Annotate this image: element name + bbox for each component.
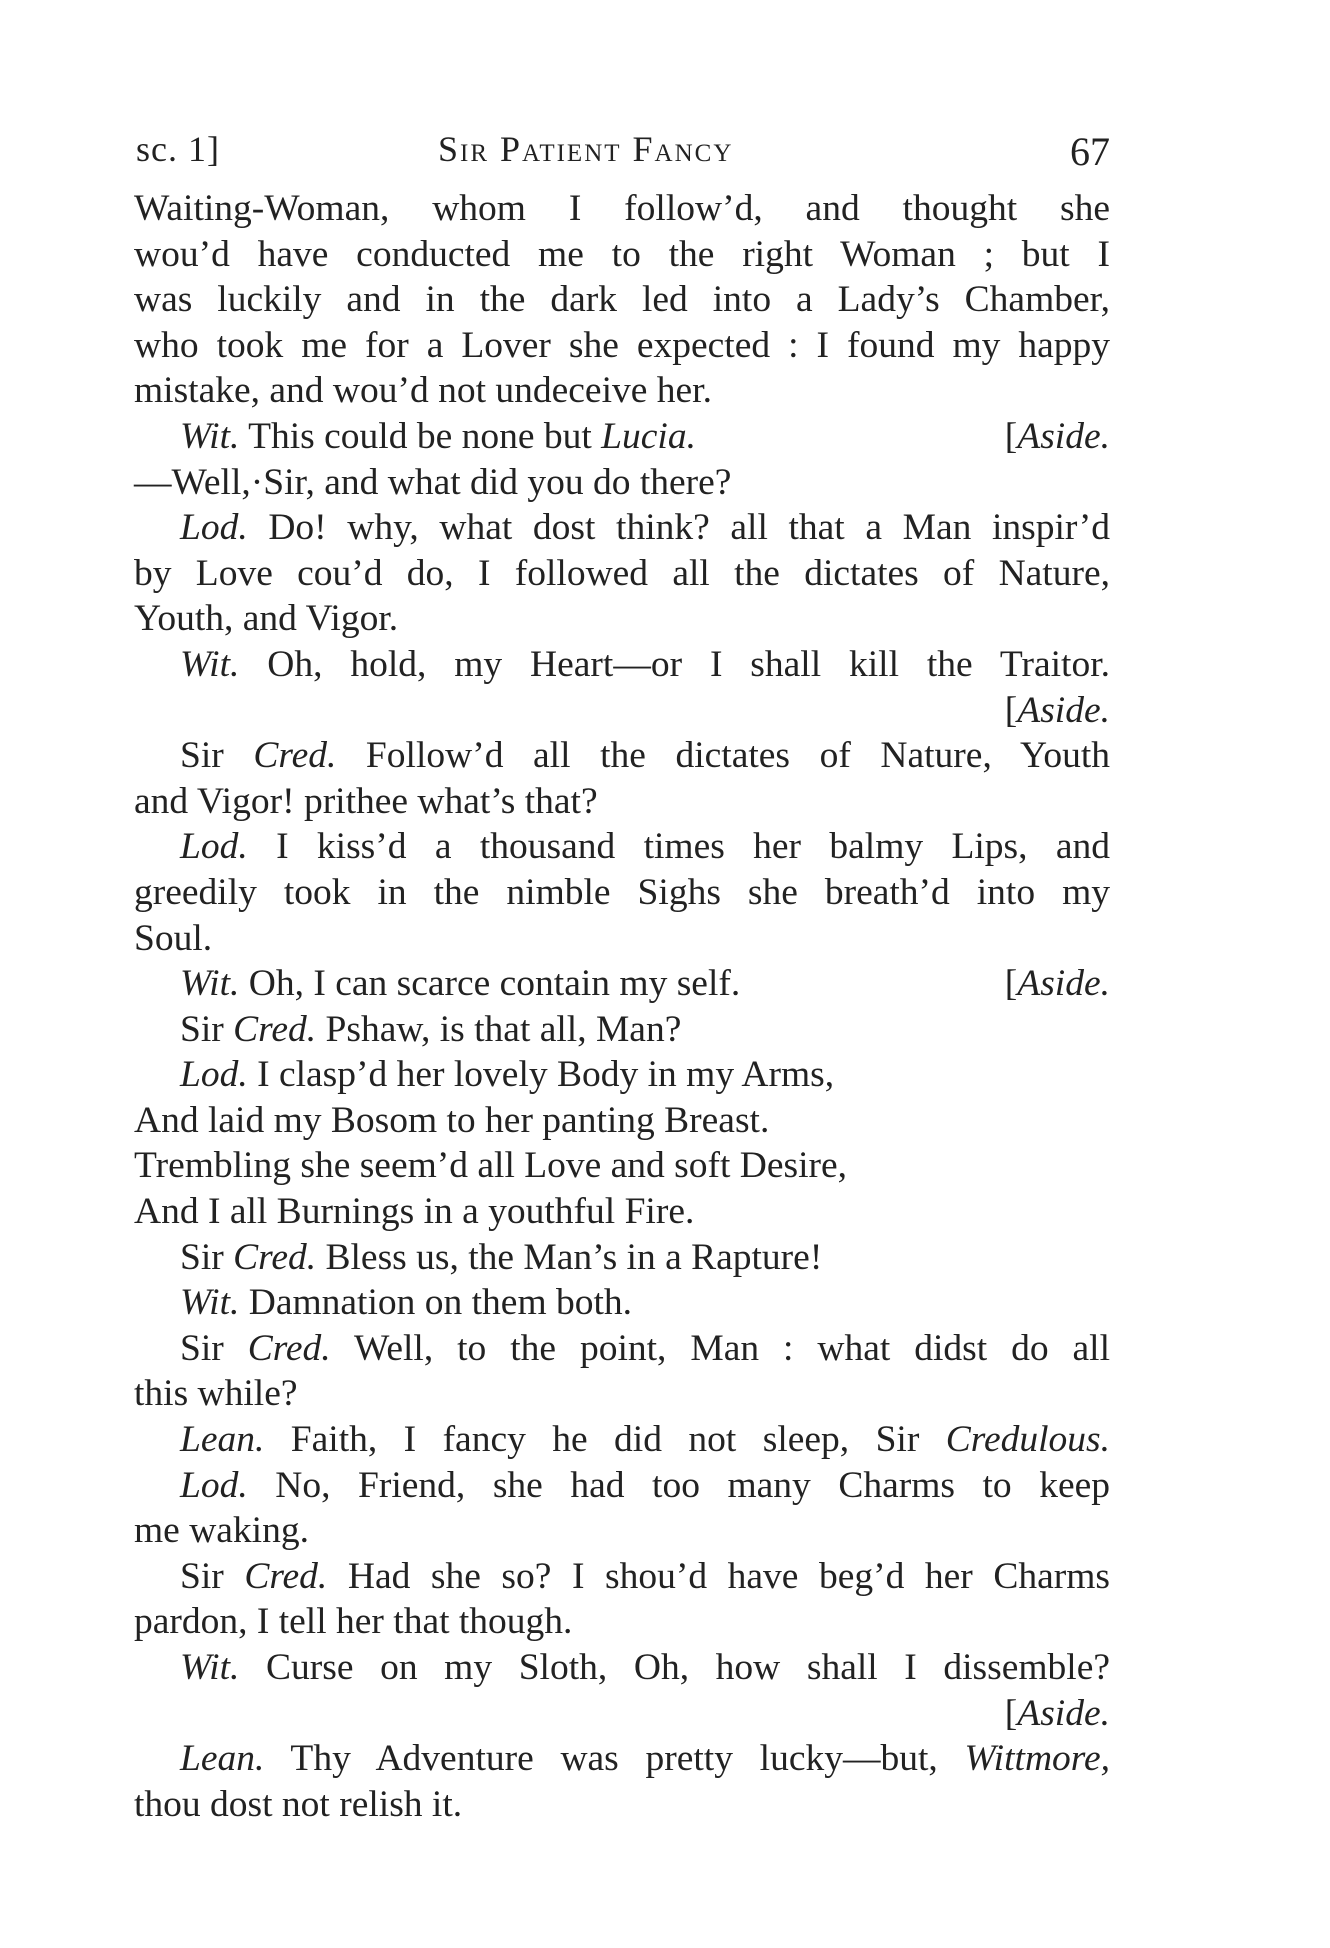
speech-line: Lean. Faith, I fancy he did not sleep, Sir Credulous. bbox=[180, 1419, 1110, 1461]
text-line: by Love cou’d do, I followed all the dictates of Nature, bbox=[134, 552, 1110, 594]
speaker-name: Wit. bbox=[180, 963, 240, 1005]
text-line: me waking. bbox=[134, 1510, 309, 1552]
speech-line: Sir Cred. Pshaw, is that all, Man? bbox=[180, 1008, 682, 1050]
running-title: Sir Patient Fancy bbox=[438, 129, 734, 169]
speaker-name: Cred. bbox=[253, 735, 337, 777]
text-line: was luckily and in the dark led into a Lady’s Chamber, bbox=[134, 279, 1110, 321]
verse-line: Trembling she seem’d all Love and soft Desire, bbox=[134, 1145, 848, 1187]
speech-line-with-aside: Wit. This could be none but Lucia. [Aside. bbox=[134, 414, 1110, 460]
stage-direction: [Aside. bbox=[1004, 689, 1110, 731]
text-line: mistake, and wou’d not undeceive her. bbox=[134, 370, 712, 412]
speech-line: Sir Cred. Had she so? I shou’d have beg’d her Charms bbox=[180, 1555, 1111, 1597]
speaker-name: Cred. bbox=[247, 1327, 331, 1369]
speech-line: Sir Cred. Follow’d all the dictates of Nature, Youth bbox=[180, 735, 1111, 777]
speech-line: Lod. Do! why, what dost think? all that a Man inspir’d bbox=[180, 507, 1110, 549]
text-line: Soul. bbox=[134, 917, 213, 959]
speech-line: Lean. Thy Adventure was pretty lucky—but, Wittmore, bbox=[180, 1738, 1110, 1780]
speech-line: Lod. No, Friend, she had too many Charms to keep bbox=[180, 1464, 1110, 1506]
text-line: who took me for a Lover she expected : I found my happy bbox=[134, 324, 1110, 366]
speaker-name: Wit. bbox=[180, 1282, 240, 1324]
page-number: 67 bbox=[1070, 129, 1110, 174]
text-line: Youth, and Vigor. bbox=[134, 598, 399, 640]
speaker-name: Wit. bbox=[180, 643, 240, 685]
text-line: and Vigor! prithee what’s that? bbox=[134, 780, 598, 822]
speaker-name: Wit. bbox=[180, 415, 240, 457]
text-line: thou dost not relish it. bbox=[134, 1783, 463, 1825]
character-name: Wittmore, bbox=[964, 1738, 1110, 1780]
verse-line: And I all Burnings in a youthful Fire. bbox=[134, 1191, 695, 1233]
speaker-name: Lean. bbox=[180, 1419, 265, 1461]
character-name: Credulous. bbox=[945, 1419, 1110, 1461]
text-line: wou’d have conducted me to the right Woman ; but I bbox=[134, 233, 1110, 275]
speech-line: Wit. Curse on my Sloth, Oh, how shall I dissemble? bbox=[180, 1647, 1110, 1688]
stage-direction: [Aside. bbox=[1004, 1692, 1110, 1734]
speaker-name: Lod. bbox=[180, 507, 248, 549]
speaker-name: Lod. bbox=[180, 826, 248, 868]
text-line: greedily took in the nimble Sighs she breath’d into my bbox=[134, 871, 1110, 913]
speaker-name: Cred. bbox=[233, 1008, 317, 1050]
speech-line: Wit. Oh, hold, my Heart—or I shall kill the Traitor. bbox=[180, 643, 1110, 685]
text-line: pardon, I tell her that though. bbox=[134, 1601, 573, 1643]
text-line: —Well,·Sir, and what did you do there? bbox=[134, 461, 732, 503]
speaker-name: Cred. bbox=[244, 1555, 328, 1597]
speech-line: Sir Cred. Bless us, the Man’s in a Rapture! bbox=[180, 1236, 823, 1278]
speech-line-with-aside: Wit. Oh, I can scarce contain my self. [Aside. bbox=[134, 961, 1110, 1007]
character-name: Lucia. bbox=[601, 415, 696, 457]
speech-line: Sir Cred. Well, to the point, Man : what didst do all bbox=[180, 1327, 1110, 1369]
text-line: Waiting-Woman, whom I follow’d, and thought she bbox=[134, 188, 1110, 229]
speech-line: Lod. I clasp’d her lovely Body in my Arms, bbox=[180, 1054, 835, 1096]
running-header bbox=[136, 128, 1110, 184]
play-text bbox=[134, 186, 1110, 1827]
speech-line: Lod. I kiss’d a thousand times her balmy Lips, and bbox=[180, 826, 1110, 868]
speaker-name: Cred. bbox=[233, 1236, 317, 1278]
stage-direction: [Aside. bbox=[1004, 415, 1110, 457]
speaker-name: Wit. bbox=[180, 1647, 240, 1688]
verse-line: And laid my Bosom to her panting Breast. bbox=[134, 1099, 770, 1141]
speaker-name: Lod. bbox=[180, 1464, 248, 1506]
speaker-name: Lean. bbox=[180, 1738, 265, 1780]
speech-line: Wit. Damnation on them both. bbox=[180, 1282, 633, 1324]
speaker-name: Lod. bbox=[180, 1054, 248, 1096]
scene-label: sc. 1] bbox=[136, 129, 220, 169]
stage-direction: [Aside. bbox=[1004, 963, 1110, 1005]
text-line: this while? bbox=[134, 1373, 298, 1415]
